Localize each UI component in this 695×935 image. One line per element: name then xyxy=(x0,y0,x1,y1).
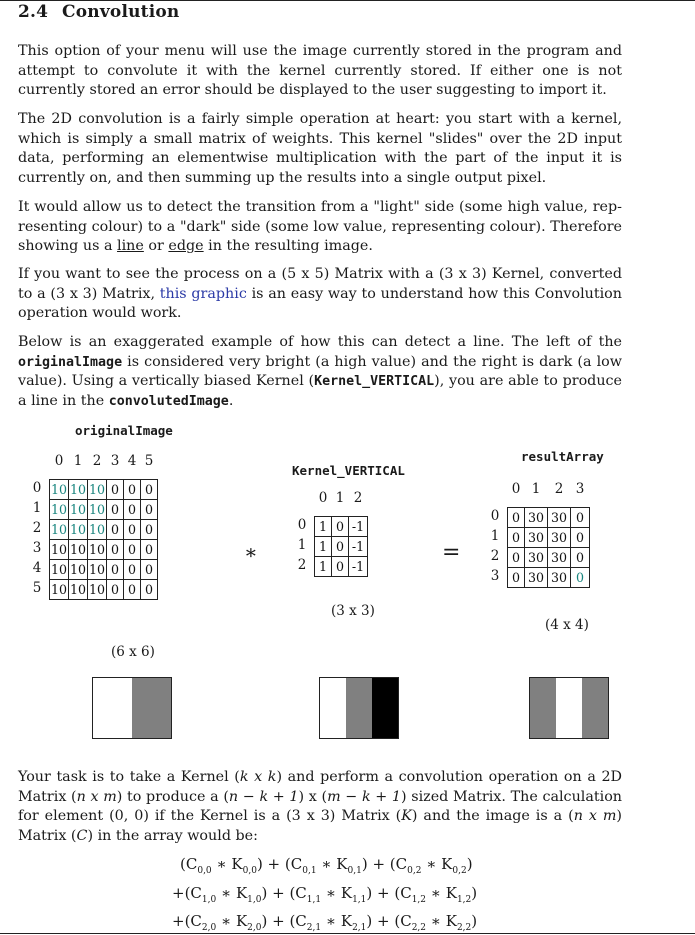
original-cell: 0 xyxy=(107,540,124,560)
paragraph-5 xyxy=(18,333,622,411)
kernel-row xyxy=(315,517,368,537)
result-matrix xyxy=(507,507,590,588)
result-cell: 0 xyxy=(571,568,590,588)
original-col-index: 1 xyxy=(73,453,83,469)
result-cell: 0 xyxy=(508,568,525,588)
paragraph-1: This option of your menu will use the image currently stored in the program and attempt to convolute it with the kernel currently stored. If either one is not currently stored an error should be displayed to the user suggesting to import it. xyxy=(18,43,622,99)
kernel-cell: 1 xyxy=(315,537,332,557)
image-column-block xyxy=(530,678,556,738)
kernel-row-index: 2 xyxy=(297,557,307,573)
p6-text-c: ) to produce a ( xyxy=(116,788,229,805)
p6-expr-cols: m − k + 1 xyxy=(327,788,402,805)
paragraph-4 xyxy=(18,265,622,324)
p3-or: or xyxy=(143,238,169,255)
original-row xyxy=(50,520,158,540)
original-cell: 0 xyxy=(141,480,158,500)
kernel-col-index: 1 xyxy=(335,490,345,506)
original-cell: 0 xyxy=(124,480,141,500)
original-image-matrix xyxy=(49,479,158,600)
kernel-row xyxy=(315,537,368,557)
p6-kernel-size: k x k xyxy=(239,769,277,785)
code-convolutedimage: convolutedImage xyxy=(108,393,229,409)
original-cell: 0 xyxy=(107,580,124,600)
original-cell: 10 xyxy=(88,540,107,560)
kernel-row-index: 1 xyxy=(297,537,307,553)
kernel-cell: -1 xyxy=(349,557,368,577)
kernel-cell: 1 xyxy=(315,517,332,537)
kernel-dims: (3 x 3) xyxy=(331,603,375,619)
original-cell: 10 xyxy=(69,540,88,560)
original-col-index: 0 xyxy=(54,453,64,469)
result-cell: 0 xyxy=(508,528,525,548)
result-row xyxy=(508,528,590,548)
result-row-index: 1 xyxy=(490,528,500,544)
result-row xyxy=(508,548,590,568)
original-cell: 10 xyxy=(69,500,88,520)
kernel-row xyxy=(315,557,368,577)
original-cell: 0 xyxy=(124,520,141,540)
result-row xyxy=(508,568,590,588)
result-cell: 0 xyxy=(571,528,590,548)
original-cell: 0 xyxy=(107,480,124,500)
result-cell: 30 xyxy=(548,568,571,588)
formula-line-3: $+(C_{2,0}$ ∗ $K_{2,0}) + (C_{2,1}$ ∗ $K_{2,1}) + (C_{2,2}$ ∗ $K_{2,2}$) xyxy=(172,912,478,933)
original-cell: 0 xyxy=(107,500,124,520)
original-row-index: 4 xyxy=(32,560,42,576)
original-cell: 0 xyxy=(124,500,141,520)
original-col-index: 3 xyxy=(110,453,120,469)
original-cell: 0 xyxy=(141,580,158,600)
bottom-rule xyxy=(0,933,695,934)
term-line: line xyxy=(117,238,144,255)
code-kernel-vertical: Kernel_VERTICAL xyxy=(314,374,435,390)
convolve-operator: ∗ xyxy=(244,540,258,564)
result-row-index: 3 xyxy=(490,568,500,584)
section-heading xyxy=(18,2,179,22)
original-row-index: 2 xyxy=(32,520,42,536)
kernel-cell: 0 xyxy=(332,537,349,557)
original-row-index: 1 xyxy=(32,500,42,516)
original-cell: 10 xyxy=(88,520,107,540)
kernel-cell: -1 xyxy=(349,537,368,557)
image-column-block xyxy=(582,678,608,738)
paragraph-6 xyxy=(18,768,622,846)
original-row xyxy=(50,580,158,600)
original-cell: 10 xyxy=(88,500,107,520)
p6-K: K xyxy=(401,808,412,825)
original-cell: 10 xyxy=(50,520,69,540)
original-cell: 10 xyxy=(69,560,88,580)
original-cell: 0 xyxy=(124,580,141,600)
result-col-index: 2 xyxy=(554,481,564,497)
original-row xyxy=(50,560,158,580)
paragraph-3 xyxy=(18,198,622,257)
kernel-col-index: 0 xyxy=(318,490,328,506)
original-cell: 10 xyxy=(88,560,107,580)
p3-text-a: It would allow us to detect the transition from a "light" side (some high value, rep- resenting colour) to a "dark" side (some low value, representing colour). Therefore showing us a xyxy=(18,199,622,255)
result-cell: 0 xyxy=(571,508,590,528)
result-cell: 30 xyxy=(548,508,571,528)
kernel-col-index: 2 xyxy=(353,490,363,506)
image-column-block xyxy=(132,678,171,738)
original-dims: (6 x 6) xyxy=(111,644,155,660)
result-cell: 0 xyxy=(508,508,525,528)
original-row-index: 0 xyxy=(32,480,42,496)
result-row-index: 0 xyxy=(490,508,500,524)
original-cell: 10 xyxy=(50,560,69,580)
result-cell: 30 xyxy=(525,548,548,568)
original-row xyxy=(50,480,158,500)
graphic-link[interactable]: this graphic xyxy=(159,285,247,302)
p4-text-b: is an easy way to understand how this Convolution operation would work. xyxy=(18,285,622,322)
original-col-index: 5 xyxy=(144,453,154,469)
p6-text-d: ) sized Matrix. The calculation for element (0, 0) if the Kernel is a (3 x 3) Matrix ( xyxy=(18,788,623,825)
kernel-cell: 1 xyxy=(315,557,332,577)
kernel-cell: 0 xyxy=(332,557,349,577)
top-rule xyxy=(0,0,695,1)
kernel-matrix xyxy=(314,516,368,577)
formula-line-1: ($C_{0,0}$ ∗ $K_{0,0}) + (C_{0,1}$ ∗ $K_{0,1}) + (C_{0,2}$ ∗ $K_{0,2}$) xyxy=(180,855,473,876)
result-cell: 30 xyxy=(548,548,571,568)
result-col-index: 1 xyxy=(531,481,541,497)
kernel-cell: 0 xyxy=(332,517,349,537)
original-cell: 10 xyxy=(69,480,88,500)
original-cell: 10 xyxy=(88,580,107,600)
p3-text-b: in the resulting image. xyxy=(203,238,373,255)
p6-text-f: ) Matrix ( xyxy=(18,808,622,844)
code-originalimage: originalImage xyxy=(18,354,123,370)
paragraph-2: The 2D convolution is a fairly simple operation at heart: you start with a kernel, which is simply a small matrix of weights. This kernel "slides" over the 2D input data, performing an elementwise multiplication with the part of the input it is currently on, and then summing up the results into a single output pixel. xyxy=(18,111,622,186)
original-row xyxy=(50,540,158,560)
original-cell: 0 xyxy=(107,520,124,540)
p6-x: ) x ( xyxy=(298,788,328,805)
result-cell: 0 xyxy=(571,548,590,568)
p6-text-e: ) and the image is a ( xyxy=(411,808,574,825)
result-cell: 30 xyxy=(525,568,548,588)
original-col-index: 4 xyxy=(127,453,137,469)
result-cell: 30 xyxy=(525,528,548,548)
original-row-index: 3 xyxy=(32,540,42,556)
p6-text-b: ) and perform a convolution operation on a 2D Matrix ( xyxy=(18,769,623,805)
result-image-preview xyxy=(529,677,609,739)
p6-C: C xyxy=(76,827,88,844)
original-cell: 0 xyxy=(141,560,158,580)
original-cell: 10 xyxy=(50,540,69,560)
result-col-index: 0 xyxy=(511,481,521,497)
p6-image-size: n x m xyxy=(573,808,617,825)
original-cell: 0 xyxy=(141,520,158,540)
result-dims: (4 x 4) xyxy=(545,617,589,633)
p6-expr-rows: n − k + 1 xyxy=(228,788,299,805)
original-image-label: originalImage xyxy=(75,423,173,438)
original-cell: 0 xyxy=(124,540,141,560)
p6-text-g: ) in the array would be: xyxy=(87,827,258,844)
image-column-block xyxy=(556,678,582,738)
original-row-index: 5 xyxy=(32,580,42,596)
kernel-row-index: 0 xyxy=(297,517,307,533)
section-title: Convolution xyxy=(62,2,180,22)
image-column-block xyxy=(346,678,372,738)
original-cell: 10 xyxy=(88,480,107,500)
equals-operator: = xyxy=(442,540,461,565)
p4-text-a: If you want to see the process on a (5 x 5) Matrix with a (3 x 3) Kernel, converted to a (3 x 3) Matrix, xyxy=(18,266,622,302)
original-cell: 0 xyxy=(141,540,158,560)
formula-line-2: $+(C_{1,0}$ ∗ $K_{1,0}) + (C_{1,1}$ ∗ $K_{1,1}) + (C_{1,2}$ ∗ $K_{1,2}$) xyxy=(172,884,478,905)
image-column-block xyxy=(372,678,398,738)
result-cell: 30 xyxy=(548,528,571,548)
original-cell: 10 xyxy=(50,500,69,520)
result-cell: 0 xyxy=(508,548,525,568)
original-row xyxy=(50,500,158,520)
p5-text-b: is considered very bright (a high value) and the right is dark (a low value). Using a vertically biased Kernel ( xyxy=(18,353,622,390)
result-row-index: 2 xyxy=(490,548,500,564)
original-col-index: 2 xyxy=(92,453,102,469)
original-cell: 10 xyxy=(50,580,69,600)
original-cell: 10 xyxy=(69,520,88,540)
image-column-block xyxy=(93,678,132,738)
original-image-preview xyxy=(92,677,172,739)
p5-text-a: Below is an exaggerated example of how this can detect a line. The left of the xyxy=(18,334,622,350)
image-column-block xyxy=(320,678,346,738)
original-cell: 10 xyxy=(69,580,88,600)
kernel-label: Kernel_VERTICAL xyxy=(292,463,405,478)
term-edge: edge xyxy=(168,238,204,255)
p5-text-c: ), you are able to produce a line in the xyxy=(18,373,622,409)
p5-text-d: . xyxy=(228,392,234,409)
original-cell: 10 xyxy=(50,480,69,500)
kernel-image-preview xyxy=(319,677,399,739)
kernel-cell: -1 xyxy=(349,517,368,537)
result-array-label: resultArray xyxy=(521,449,604,464)
section-number: 2.4 xyxy=(18,2,49,22)
result-col-index: 3 xyxy=(575,481,585,497)
result-row xyxy=(508,508,590,528)
original-cell: 0 xyxy=(107,560,124,580)
original-cell: 0 xyxy=(141,500,158,520)
original-cell: 0 xyxy=(124,560,141,580)
p6-text-a: Your task is to take a Kernel ( xyxy=(18,769,240,785)
result-cell: 30 xyxy=(525,508,548,528)
p6-matrix-size: n x m xyxy=(76,788,117,805)
